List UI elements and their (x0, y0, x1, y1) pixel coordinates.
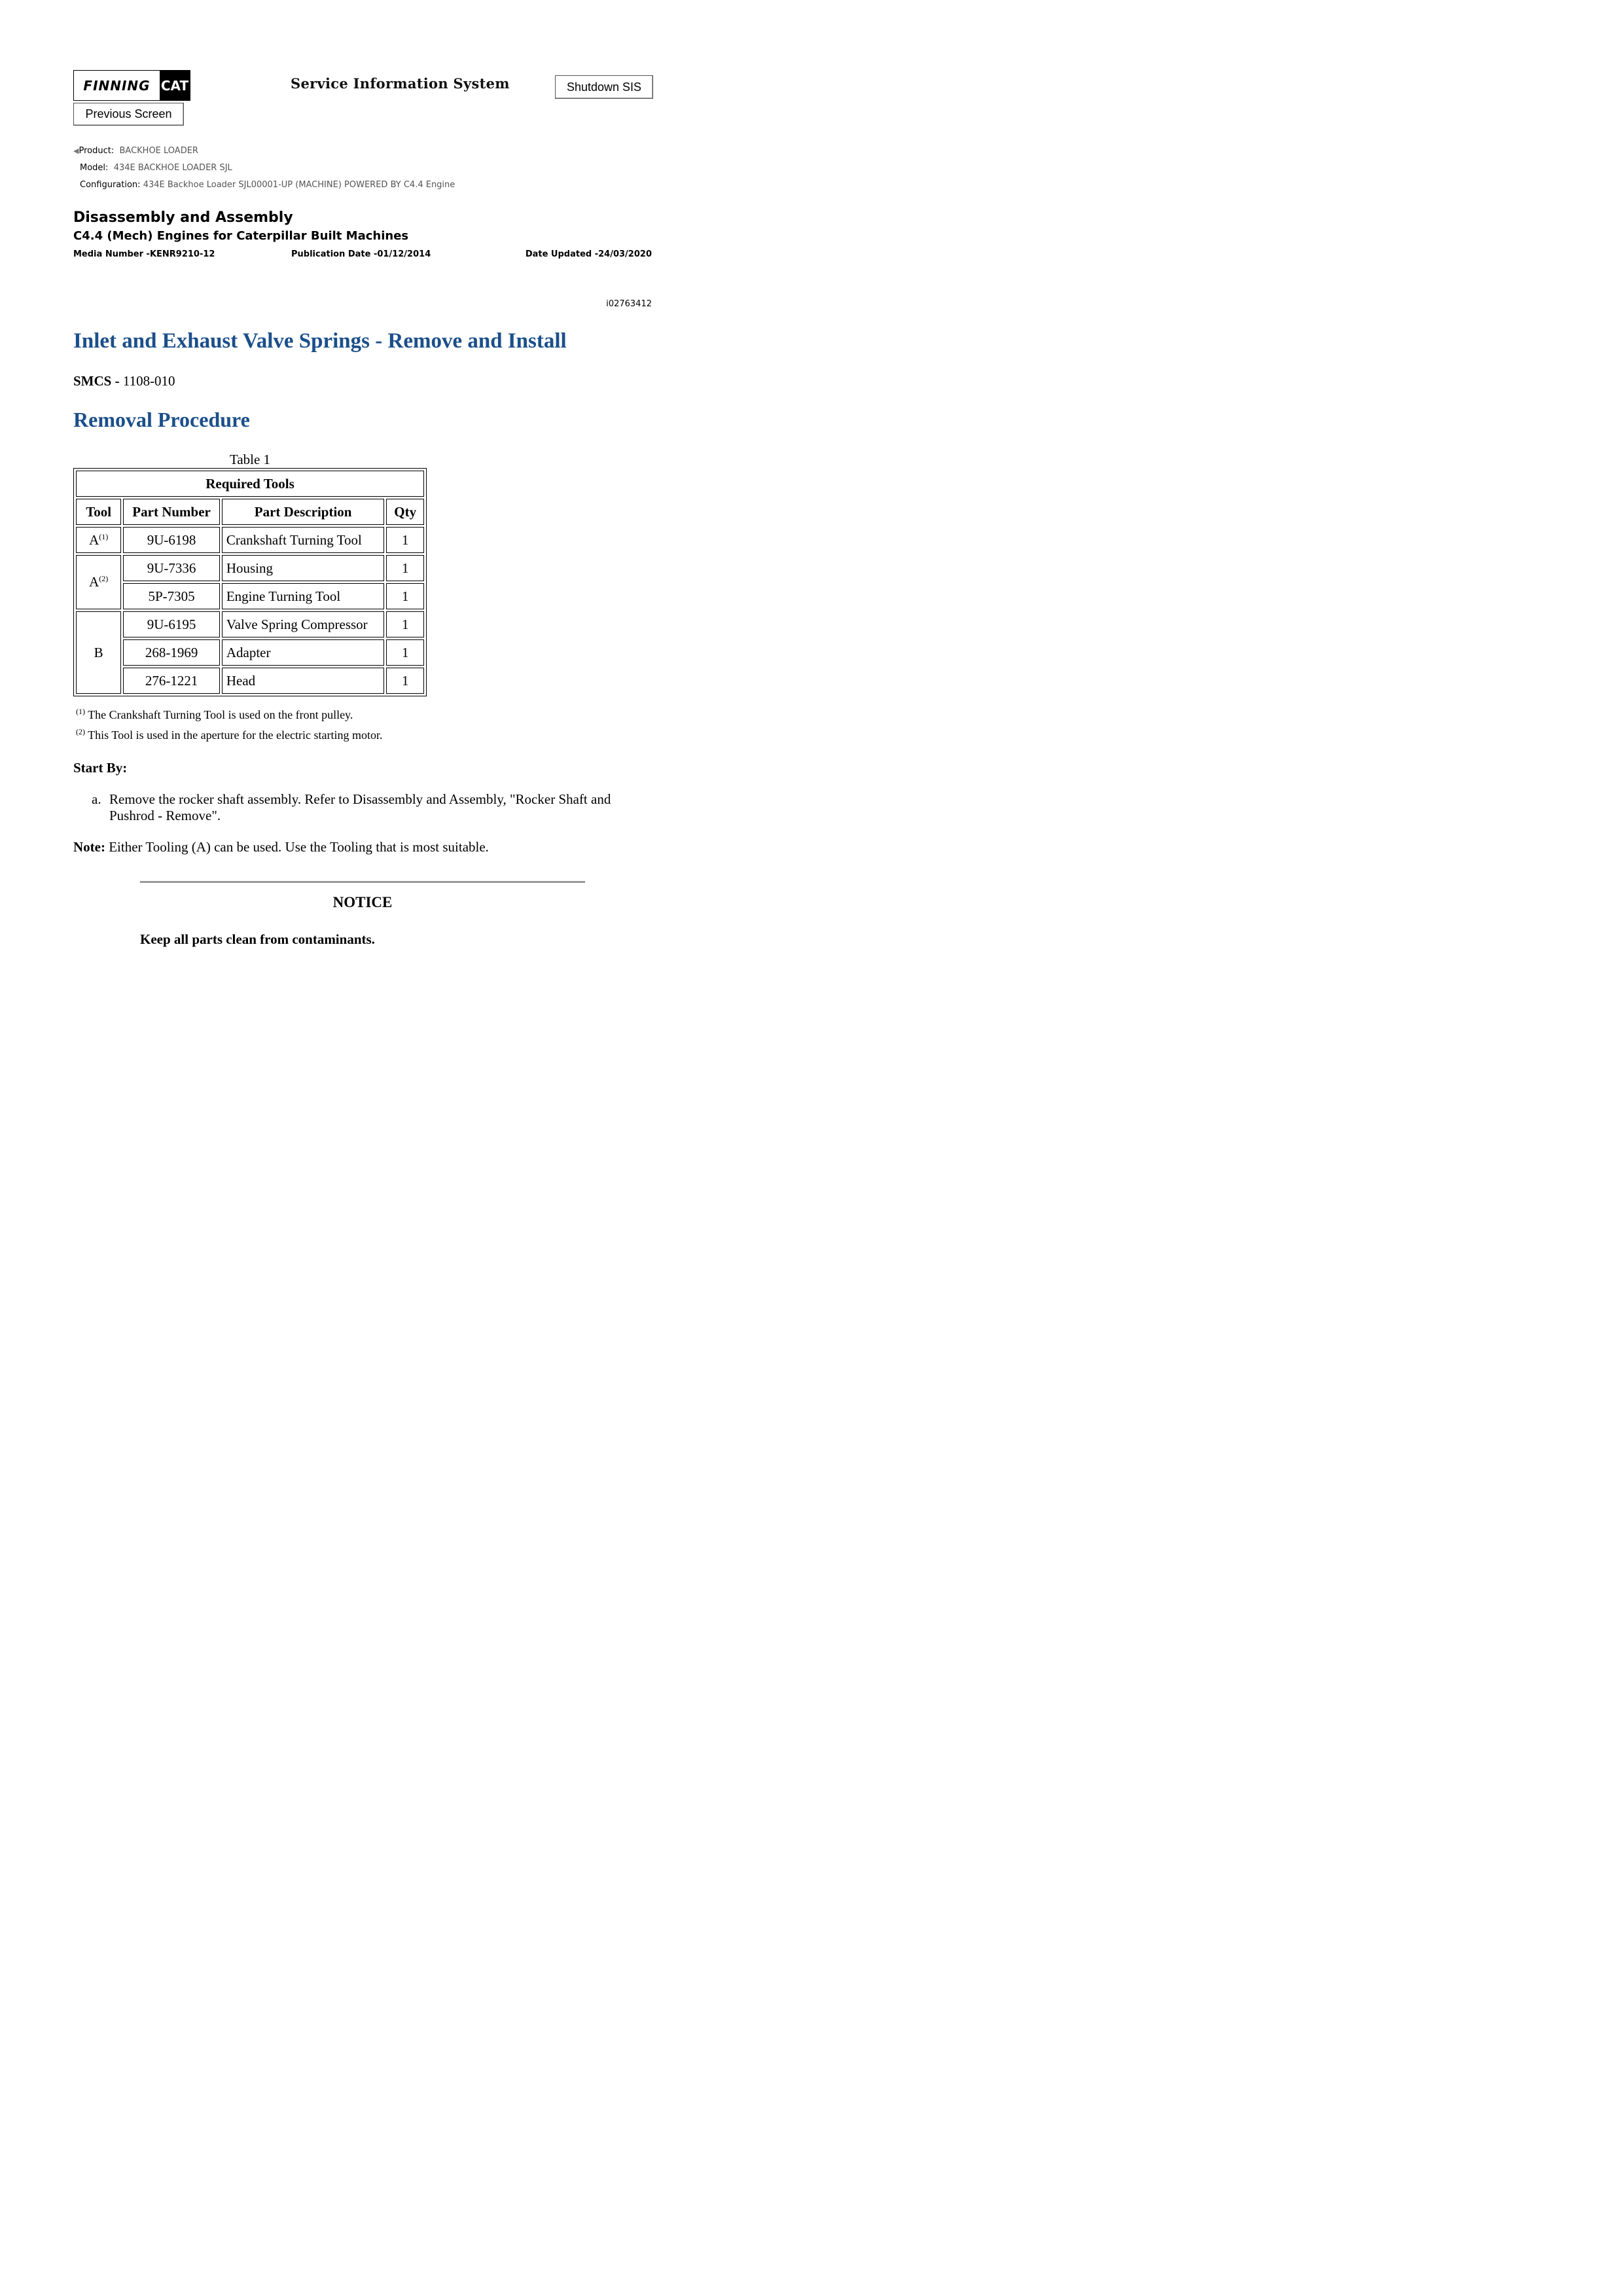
qty-cell: 1 (386, 668, 424, 694)
note (73, 839, 489, 855)
smcs-value: 1108-010 (122, 373, 175, 389)
table-row (76, 583, 424, 609)
part-number-cell: 9U-7336 (123, 555, 220, 581)
product-info (73, 146, 198, 156)
qty-cell: 1 (386, 583, 424, 609)
finning-cat-logo (73, 70, 190, 101)
document-id: i02763412 (606, 299, 652, 309)
media-number: Media Number -KENR9210-12 (73, 249, 215, 259)
table-heading-row (76, 471, 424, 497)
table-row (76, 611, 424, 637)
table-heading: Required Tools (76, 471, 424, 497)
part-description-cell: Crankshaft Turning Tool (222, 527, 385, 553)
table-row (76, 527, 424, 553)
notice-divider (140, 881, 585, 883)
smcs-code (73, 373, 175, 389)
publication-date: Publication Date -01/12/2014 (291, 249, 431, 259)
part-description-cell: Adapter (222, 639, 385, 666)
document-subtitle: C4.4 (Mech) Engines for Caterpillar Built Machines (73, 229, 409, 243)
configuration-value: 434E Backhoe Loader SJL00001-UP (MACHINE) POWERED BY C4.4 Engine (143, 180, 455, 190)
product-value: BACKHOE LOADER (119, 146, 198, 156)
start-by-heading: Start By: (73, 760, 128, 776)
tool-cell: B (76, 611, 121, 694)
part-description-cell: Head (222, 668, 385, 694)
note-text: Either Tooling (A) can be used. Use the Tooling that is most suitable. (105, 839, 489, 855)
table-caption: Table 1 (229, 452, 271, 467)
configuration-info (80, 180, 455, 190)
part-number-cell: 5P-7305 (123, 583, 220, 609)
page-title: Inlet and Exhaust Valve Springs - Remove and Install (73, 329, 567, 353)
step-text: Remove the rocker shaft assembly. Refer to Disassembly and Assembly, "Rocker Shaft and Pushrod - Remove". (109, 791, 611, 823)
finning-logo-text: FINNING (83, 77, 151, 94)
table-row (76, 668, 424, 694)
table-row (76, 639, 424, 666)
note-label: Note: (73, 839, 105, 855)
shutdown-sis-button[interactable]: Shutdown SIS (555, 75, 653, 99)
part-number-cell: 9U-6198 (123, 527, 220, 553)
model-label: Model: (80, 163, 109, 173)
part-description-cell: Valve Spring Compressor (222, 611, 385, 637)
date-updated: Date Updated -24/03/2020 (525, 249, 652, 259)
table-row (76, 555, 424, 581)
part-description-cell: Engine Turning Tool (222, 583, 385, 609)
column-header-part-number: Part Number (123, 499, 220, 525)
notice-title: NOTICE (332, 894, 393, 910)
qty-cell: 1 (386, 639, 424, 666)
collapse-arrow-icon[interactable]: ◀ (73, 147, 79, 155)
table-header-row (76, 499, 424, 525)
footnote-text: The Crankshaft Turning Tool is used on the front pulley. (85, 708, 353, 721)
notice-text: Keep all parts clean from contaminants. (140, 931, 375, 947)
smcs-label: SMCS - (73, 373, 123, 389)
cat-logo: CAT (160, 71, 190, 100)
column-header-part-description: Part Description (222, 499, 385, 525)
configuration-label: Configuration: (80, 180, 141, 190)
part-number-cell: 276-1221 (123, 668, 220, 694)
qty-cell: 1 (386, 555, 424, 581)
footnote-2 (76, 727, 382, 742)
footnote-ref: (1) (99, 531, 109, 541)
qty-cell: 1 (386, 527, 424, 553)
step-marker: a. (92, 791, 101, 807)
footnote-mark: (2) (76, 727, 85, 736)
column-header-qty: Qty (386, 499, 424, 525)
service-information-system-title: Service Information System (291, 75, 510, 92)
footnote-1 (76, 707, 353, 722)
qty-cell: 1 (386, 611, 424, 637)
model-info (80, 163, 232, 173)
product-label: Product: (79, 146, 115, 156)
part-number-cell: 9U-6195 (123, 611, 220, 637)
part-description-cell: Housing (222, 555, 385, 581)
part-number-cell: 268-1969 (123, 639, 220, 666)
tool-cell: $A^{(2)}$ (76, 555, 121, 609)
tool-cell: $A^{(1)}$ (76, 527, 121, 553)
footnote-ref: (2) (99, 574, 109, 583)
footnote-text: This Tool is used in the aperture for the electric starting motor. (85, 728, 383, 742)
previous-screen-button[interactable]: Previous Screen (73, 103, 184, 126)
footnote-mark: (1) (76, 707, 85, 716)
document-type: Disassembly and Assembly (73, 209, 293, 226)
required-tools-table (73, 468, 427, 696)
column-header-tool: Tool (76, 499, 121, 525)
section-title: Removal Procedure (73, 408, 250, 431)
model-value: 434E BACKHOE LOADER SJL (113, 163, 232, 173)
